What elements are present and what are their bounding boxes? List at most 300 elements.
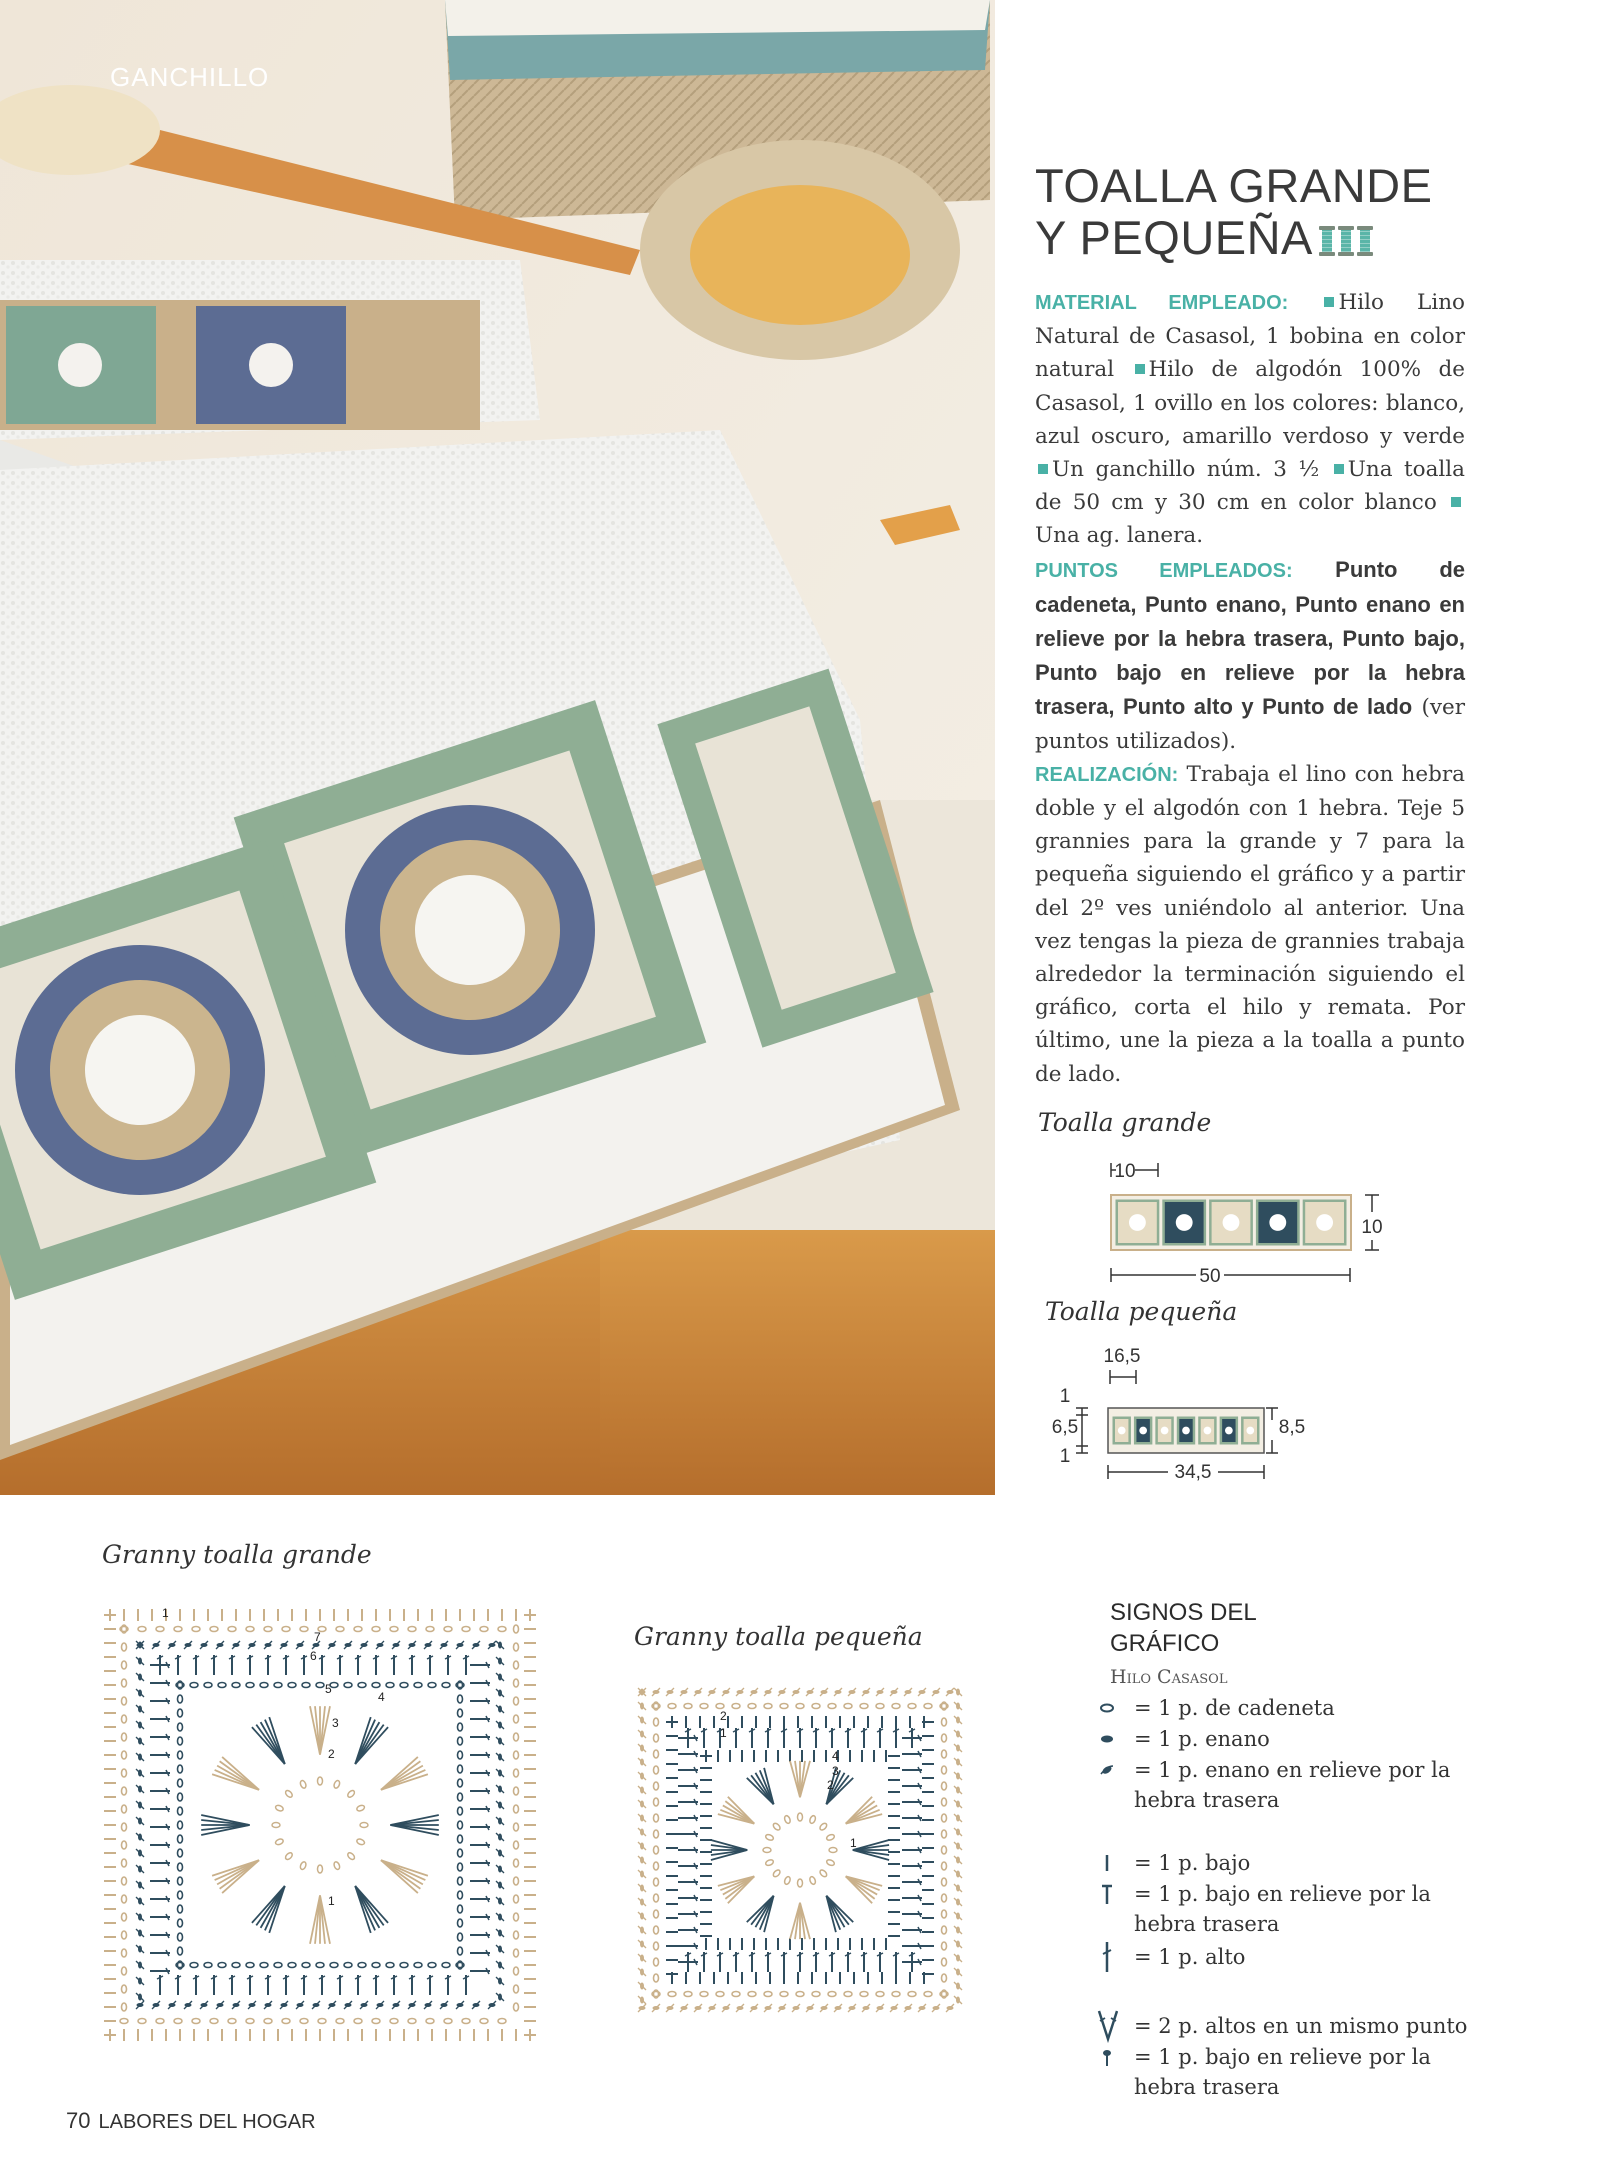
chart-stitch [200,1641,208,1649]
chart-stitch [358,1963,366,1968]
chart-stitch [680,2004,688,2012]
chart-stitch [150,1878,170,1884]
chart-stitch [204,1683,212,1688]
chart-stitch [355,1975,361,1995]
chart-stitch [813,1728,819,1748]
realizacion-heading: REALIZACIÓN: [1035,763,1179,786]
chart-round-number: 1 [850,1836,857,1850]
chart-stitch [488,2001,496,2009]
chart-stitch [797,1952,803,1972]
chart-stitch [638,1926,646,1934]
chart-stitch [932,2004,940,2012]
chart-stitch [260,1963,268,1968]
chart-center-chain [347,1852,356,1861]
chart-stitch [355,1655,361,1675]
chart-stitch [654,1734,659,1742]
chart-stitch [514,1967,519,1975]
schematic-granny-square [1198,1417,1216,1445]
chart-stitch [390,1627,398,1632]
chart-stitch [496,1801,504,1809]
chart-stitch [722,2004,730,2012]
chart-stitch [178,1737,183,1745]
chart-stitch [184,2001,192,2009]
chart-fan [212,1757,264,1799]
chart-stitch [498,2019,506,2024]
chart-stitch [498,1627,506,1632]
chart-stitch [122,1733,127,1741]
chart-stitch [248,2001,256,2009]
chart-stitch [337,1975,343,1995]
schematic-granny-square [1116,1200,1160,1246]
chart-stitch [336,1627,344,1632]
chart-stitch [496,1865,504,1873]
chart-stitch [765,1952,771,1972]
chart-stitch [218,1963,226,1968]
chart-stitch [458,1737,463,1745]
chart-stitch [274,1963,282,1968]
chart-stitch [426,1627,434,1632]
chart-center-chain [826,1859,835,1867]
chart-stitch [229,1655,235,1675]
chart-stitch [942,1910,947,1918]
chart-stitch [942,1958,947,1966]
puntos-heading: PUNTOS EMPLEADOS: [1035,559,1293,582]
chart-stitch [337,1655,343,1675]
chart-stitch [136,1993,144,2001]
chart-stitch [848,1688,856,1696]
chart-stitch [638,1954,646,1962]
chart-stitch [902,1927,922,1933]
chart-stitch [248,1641,256,1649]
chart-stitch [216,2001,224,2009]
chart-stitch [458,1863,463,1871]
chart-round-number: 1 [328,1894,335,1908]
schematic-granny-square [1256,1200,1300,1246]
chart-stitch [136,1721,144,1729]
chart-stitch [924,1704,932,1709]
chart-stitch [918,1688,926,1696]
chart-stitch [175,1655,181,1675]
chart-stitch [514,1841,519,1849]
chart-stitch [246,1963,254,1968]
chart-stitch [150,1734,170,1740]
chart-stitch [708,1688,716,1696]
chart-stitch [136,1961,144,1969]
chart-stitch [954,1842,962,1850]
chart-stitch [264,1627,272,1632]
chart-stitch [954,1982,962,1990]
chart-stitch [122,1787,127,1795]
small-margin-bottom-label: 1 [1059,1446,1071,1467]
chart-stitch [942,1830,947,1838]
chart-stitch [732,1704,740,1709]
chart-stitch [470,1968,490,1974]
chart-stitch [496,1881,504,1889]
schematic-granny-square [1220,1417,1238,1445]
chart-stitch [150,1698,170,1704]
chart-stitch [122,1715,127,1723]
chart-stitch [845,1952,851,1972]
chart-stitch [354,2019,362,2024]
chart-stitch [470,1752,490,1758]
chart-stitch [876,1688,884,1696]
chart-stitch [344,1641,352,1649]
chart-stitch [942,1782,947,1790]
bullet-icon [1451,497,1461,507]
chart-stitch [488,1641,496,1649]
chart-center-chain [333,1861,341,1870]
chart-stitch [122,1751,127,1759]
chart-stitch [496,1769,504,1777]
chart-stitch [684,1992,692,1997]
chart-stitch [764,1688,772,1696]
large-granny-chart-caption: Granny toalla grande [102,1540,372,1569]
chart-fan [310,1706,330,1754]
chart-stitch [893,1952,899,1972]
chart-stitch [414,1683,422,1688]
chart-stitch [834,1688,842,1696]
chart-stitch [844,1992,852,1997]
chart-stitch [908,1704,916,1709]
chart-stitch [750,2004,758,2012]
chart-fan [718,1797,759,1832]
chart-stitch [954,1926,962,1934]
chart-stitch [136,1897,144,1905]
chart-stitch [428,1963,436,1968]
chart-stitch [122,1823,127,1831]
legend-item-single-back: = 1 p. bajo en relieve por la hebra trasera [1096,1879,1476,1939]
chart-stitch [178,1779,183,1787]
chart-stitch [210,1627,218,1632]
chart-stitch [246,1627,254,1632]
chart-center-chain [809,1876,817,1885]
puntos-paragraph: PUNTOS EMPLEADOS: Punto de cadeneta, Punto enano, Punto enano en relieve por la hebra trasera, Punto bajo, Punto bajo en relieve por la hebra trasera, Punto alto y Punto de lado (ver puntos utilizados). [1035,556,1466,754]
chart-stitch [954,1884,962,1892]
chart-stitch [150,1680,170,1686]
chart-stitch [678,1799,698,1805]
chart-stitch [860,1704,868,1709]
chart-stitch [638,1996,646,2004]
chart-stitch [764,1992,772,1997]
chart-stitch [778,2004,786,2012]
chart-stitch [954,1702,962,1710]
chart-stitch [514,1823,519,1831]
chart-stitch [514,1661,519,1669]
chart-stitch [954,1898,962,1906]
chart-stitch [136,1913,144,1921]
chart-stitch [458,1849,463,1857]
chart-stitch [178,1695,183,1703]
chart-stitch [458,1933,463,1941]
chart-center-chain [333,1780,341,1789]
chart-stitch [496,1641,504,1649]
chart-stitch [178,1849,183,1857]
chart-stitch [942,1894,947,1902]
legend-item-double: = 1 p. alto [1096,1942,1476,1972]
chart-stitch [178,1821,183,1829]
chart-stitch [283,1975,289,1995]
chart-stitch [893,1728,899,1748]
chart-stitch [946,1688,954,1696]
chart-stitch [274,1683,282,1688]
chart-stitch [458,1765,463,1773]
chart-stitch [908,1992,916,1997]
chart-center-chain [819,1869,828,1878]
chart-stitch [232,2001,240,2009]
chart-stitch [178,1905,183,1913]
schematic-granny-square [1113,1417,1131,1445]
chart-stitch [514,1913,519,1921]
chart-center-chain [765,1859,774,1867]
chart-stitch [136,2001,144,2009]
chart-stitch [638,1912,646,1920]
chart-stitch [942,1766,947,1774]
chart-stitch [480,1627,488,1632]
chart-stitch [264,2001,272,2009]
chart-fan [347,1881,389,1933]
chart-stitch [654,1766,659,1774]
chart-stitch [216,1641,224,1649]
chart-stitch [458,1723,463,1731]
chart-stitch [902,1767,922,1773]
chart-stitch [954,1772,962,1780]
chart-stitch [136,1689,144,1697]
chart-stitch [942,1926,947,1934]
chart-stitch [638,2004,646,2012]
chart-stitch [654,1926,659,1934]
legend-item-two-double: = 2 p. altos en un mismo punto [1096,2011,1476,2041]
chart-center-chain [765,1834,774,1842]
chart-center-chain [826,1834,835,1842]
chart-stitch [638,1968,646,1976]
chart-stitch [701,1952,707,1972]
chart-stitch [316,1683,324,1688]
chart-stitch [778,1688,786,1696]
chart-stitch [750,1688,758,1696]
chart-stitch [150,1932,170,1938]
small-towel-caption: Toalla pequeña [1045,1297,1238,1326]
chart-stitch [717,1952,723,1972]
chart-center-chain [356,1804,365,1812]
chart-stitch [924,1992,932,1997]
chart-stitch [652,2004,660,2012]
chart-stitch [150,1770,170,1776]
large-towel-caption: Toalla grande [1038,1108,1212,1137]
chart-stitch [175,1975,181,1995]
chart-round-number: 4 [832,1749,839,1763]
chart-round-number: 6 [310,1649,317,1663]
chart-stitch [136,1817,144,1825]
chart-stitch [458,1695,463,1703]
chart-stitch [302,1683,310,1688]
chart-stitch [122,1913,127,1921]
chart-stitch [678,1927,698,1933]
bullet-icon [1334,464,1344,474]
chart-stitch [781,1952,787,1972]
chart-stitch [296,1641,304,1649]
chart-stitch [954,1814,962,1822]
chart-fan [376,1757,428,1799]
chart-stitch [178,1891,183,1899]
page-footer [66,2108,316,2134]
chart-stitch [282,1627,290,1632]
chart-center-chain [347,1789,356,1798]
chart-stitch [472,1641,480,1649]
chart-stitch [812,1992,820,1997]
chart-stitch [638,1800,646,1808]
chart-stitch [328,1641,336,1649]
bullet-icon [1038,464,1048,474]
chart-stitch [654,1958,659,1966]
chart-stitch [193,1655,199,1675]
chart-stitch [732,1992,740,1997]
chart-fan [853,1840,889,1860]
chart-stitch [954,1940,962,1948]
chart-stitch [829,1728,835,1748]
chart-stitch [458,1947,463,1955]
chart-stitch [391,1975,397,1995]
chart-stitch [954,1912,962,1920]
chart-stitch [354,1627,362,1632]
chart-stitch [877,1952,883,1972]
chart-stitch [678,1943,698,1949]
chart-stitch [496,1673,504,1681]
puntos-text: Punto de cadeneta, Punto enano, Punto enano en relieve por la hebra trasera, Punto bajo, Punto bajo en relieve por la hebra trasera, Punto alto y Punto de lado [1035,556,1465,720]
chart-stitch [136,1849,144,1857]
chart-stitch [861,1952,867,1972]
chart-stitch [427,1975,433,1995]
legend-item-single: = 1 p. bajo [1096,1848,1476,1878]
chart-stitch [408,2001,416,2009]
chart-stitch [122,1697,127,1705]
chart-stitch [700,1992,708,1997]
chart-stitch [942,1718,947,1726]
chart-center-chain [784,1876,792,1885]
chart-stitch [954,1716,962,1724]
chart-stitch [445,1975,451,1995]
chart-stitch [514,1751,519,1759]
chart-stitch [178,1793,183,1801]
chart-stitch [458,1709,463,1717]
chart-stitch [138,2019,146,2024]
chart-stitch [150,1896,170,1902]
chart-stitch [168,1641,176,1649]
chart-stitch [678,1863,698,1869]
chart-stitch [414,1963,422,1968]
chart-stitch [136,1673,144,1681]
chart-stitch [654,1846,659,1854]
chart-stitch [150,1950,170,1956]
chart-stitch [496,1785,504,1793]
chart-fan [201,1815,249,1835]
chart-stitch [470,1662,490,1668]
chart-stitch [122,1661,127,1669]
chart-stitch [300,2019,308,2024]
legend-item-slip-back: = 1 p. enano en relieve por la hebra trasera [1096,1755,1476,1815]
chart-stitch [218,1683,226,1688]
chart-center-chain [798,1879,803,1887]
chart-round-number: 1 [720,1726,727,1740]
bullet-icon [1324,297,1334,307]
chart-stitch [733,1728,739,1748]
chart-stitch [932,1688,940,1696]
chart-fan [841,1868,882,1903]
chart-stitch [638,1884,646,1892]
chart-stitch [472,2001,480,2009]
chart-stitch [748,1992,756,1997]
chart-stitch [954,1688,962,1696]
chart-stitch [942,1878,947,1886]
chart-center-chain [318,1865,323,1873]
chart-stitch [796,1992,804,1997]
chart-center-chain [284,1789,293,1798]
two-double-crochet-icon [1096,2011,1118,2041]
small-margin-top-label: 1 [1059,1386,1071,1407]
chart-stitch [458,1807,463,1815]
chart-center-chain [360,1823,368,1828]
chart-stitch [708,2004,716,2012]
schematic-granny-square [1209,1200,1253,1246]
chart-stitch [458,1779,463,1787]
chart-stitch [678,1847,698,1853]
chart-stitch [122,1895,127,1903]
legend-title: SIGNOS DEL GRÁFICO [1110,1599,1256,1657]
chart-stitch [400,1683,408,1688]
chart-stitch [780,1992,788,1997]
page-number: 70 [66,2108,91,2133]
chart-stitch [496,1657,504,1665]
chart-stitch [136,1785,144,1793]
chart-stitch [246,2019,254,2024]
chart-stitch [954,1828,962,1836]
chart-stitch [820,2004,828,2012]
chart-stitch [496,1833,504,1841]
chart-stitch [942,1798,947,1806]
single-crochet-icon [1096,1848,1118,1878]
chart-stitch [678,1895,698,1901]
chart-stitch [902,1831,922,1837]
chart-stitch [514,1697,519,1705]
chart-center-chain [275,1838,284,1846]
chart-round-number: 1 [162,1606,169,1620]
chart-stitch [654,1974,659,1982]
chart-stitch [496,1897,504,1905]
chart-stitch [638,1730,646,1738]
chart-center-chain [318,1777,323,1785]
chart-stitch [190,1963,198,1968]
chart-stitch [890,1688,898,1696]
chart-stitch [749,1728,755,1748]
chart-stitch [373,1975,379,1995]
chart-stitch [445,1655,451,1675]
chart-stitch [902,1895,922,1901]
chart-stitch [470,1878,490,1884]
chart-stitch [150,1860,170,1866]
chart-stitch [470,1698,490,1704]
chart-stitch [440,1641,448,1649]
chart-stitch [344,1683,352,1688]
chart-stitch [902,1863,922,1869]
chart-stitch [638,1772,646,1780]
chart-stitch [820,1688,828,1696]
chart-stitch [458,1905,463,1913]
large-granny-chart [100,1605,565,2055]
chart-stitch [444,2019,452,2024]
chart-stitch [470,1860,490,1866]
chart-stitch [654,1830,659,1838]
chart-stitch [654,1814,659,1822]
chart-stitch [344,2001,352,2009]
